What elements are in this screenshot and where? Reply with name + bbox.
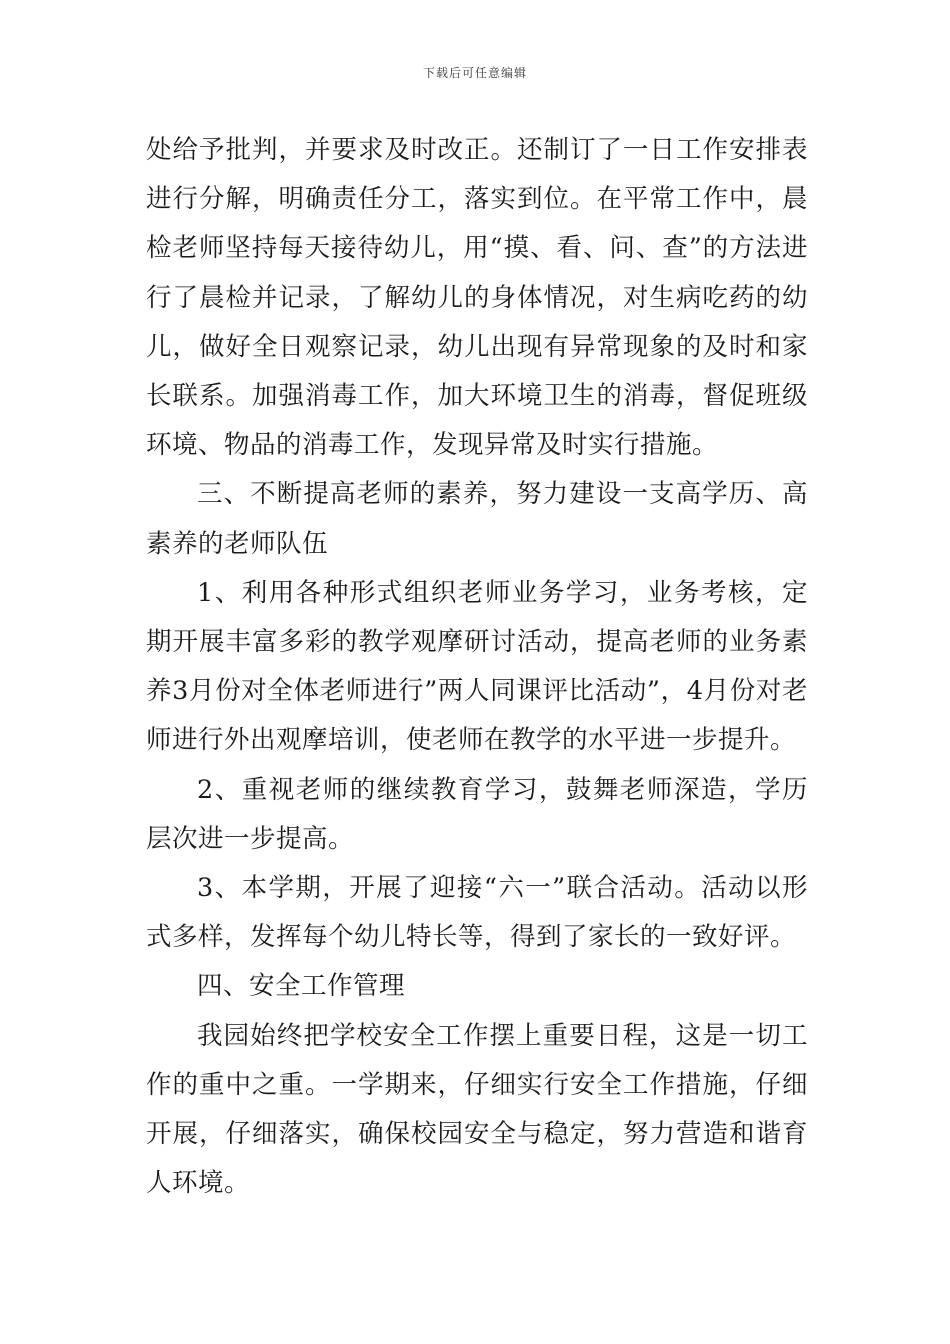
paragraph-item-3-activity: 3、本学期，开展了迎接“六一”联合活动。活动以形式多样，发挥每个幼儿特长等，得到了家长的一致好评。	[146, 873, 808, 953]
paragraph-item-2-education: 2、重视老师的继续教育学习，鼓舞老师深造，学历层次进一步提高。	[146, 774, 808, 854]
paragraph-health-check: 处给予批判，并要求及时改正。还制订了一日工作安排表进行分解，明确责任分工，落实到位。在平常工作中，晨检老师坚持每天接待幼儿，用“摸、看、问、查”的方法进行了晨检并记录，了解幼儿的身体情况，对生病吃药的幼儿，做好全日观察记录，幼儿出现有异常现象的及时和家长联系。加强消毒工作，加大环境卫生的消毒，督促班级环境、物品的消毒工作，发现异常及时实行措施。	[146, 135, 808, 461]
section-heading-safety: 四、安全工作管理	[197, 971, 406, 1002]
page-header: 下载后可任意编辑	[422, 66, 527, 80]
section-heading-teacher-quality: 三、不断提高老师的素养，努力建设一支高学历、高素养的老师队伍	[146, 479, 808, 559]
paragraph-item-1-training: 1、利用各种形式组织老师业务学习，业务考核，定期开展丰富多彩的教学观摩研讨活动，提高老师的业务素养3月份对全体老师进行”两人同课评比活动”，4月份对老师进行外出观摩培训，使老师在教学的水平进一步提升。	[146, 577, 808, 756]
document-body	[146, 126, 808, 1208]
paragraph-safety-management: 我园始终把学校安全工作摆上重要日程，这是一切工作的重中之重。一学期来，仔细实行安全工作措施，仔细开展，仔细落实，确保校园安全与稳定，努力营造和谐育人环境。	[146, 1020, 808, 1199]
